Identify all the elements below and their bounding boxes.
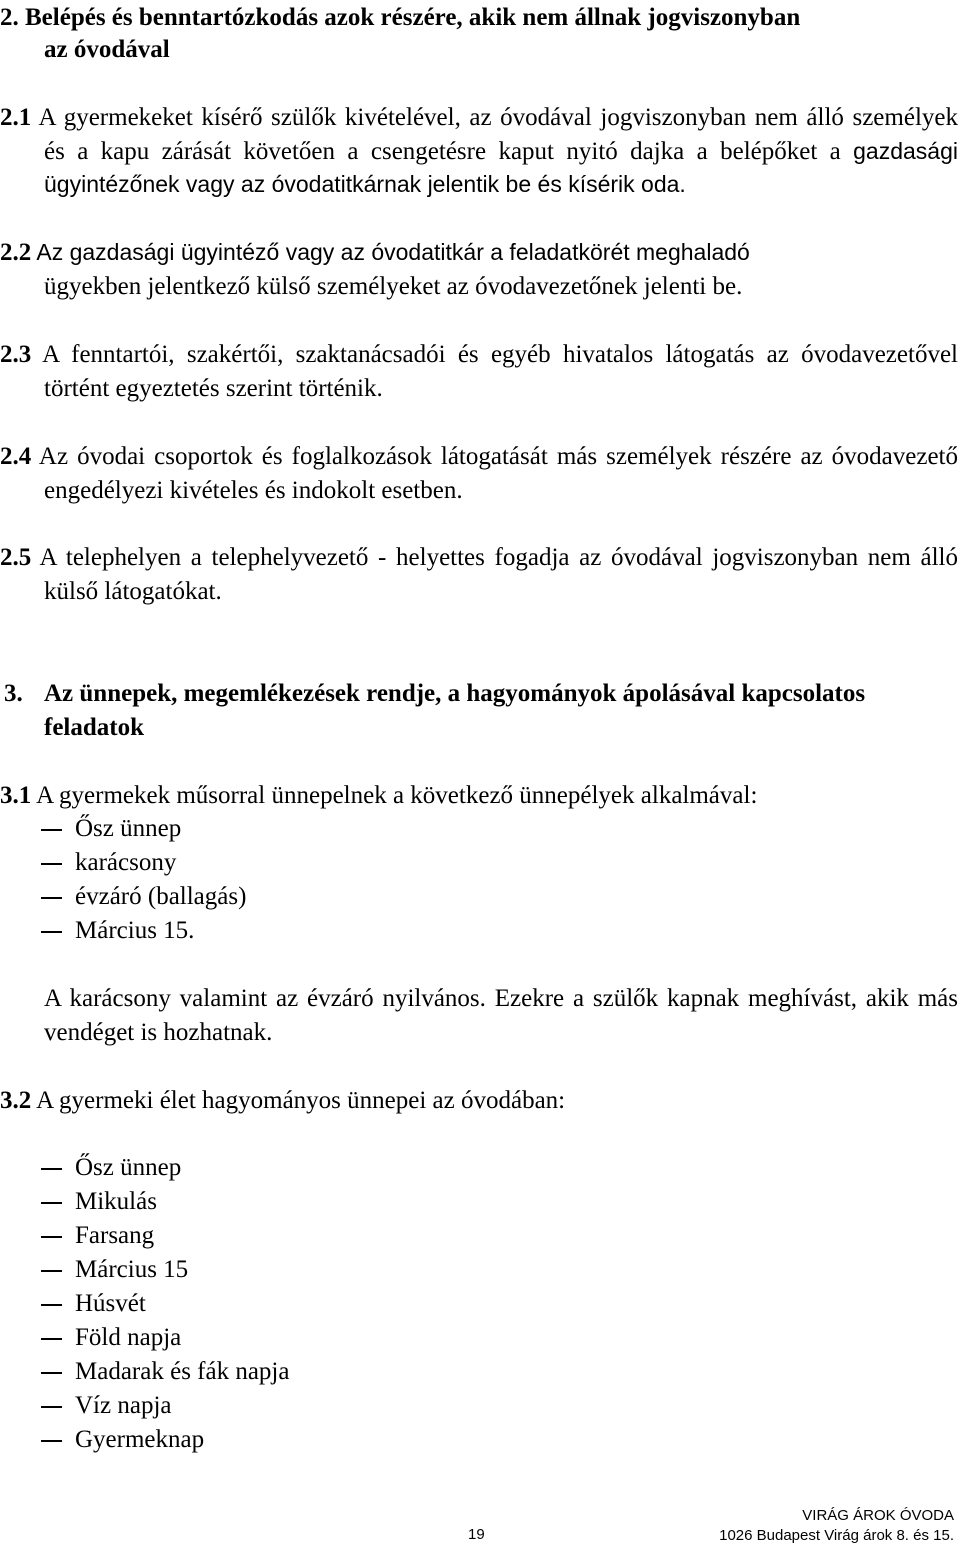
paragraph-3-1 [0,779,958,813]
dash-bullet [41,1338,62,1340]
paragraph-2-2 [0,236,958,303]
paragraph-2-3 [0,338,958,405]
dash-bullet [41,1168,62,1170]
dash-bullet [41,1304,62,1306]
dash-bullet [41,897,62,899]
section-3-number: 3. [4,680,23,707]
list-item: Madarak és fák napja [0,1355,289,1389]
paragraph-text-sans: Az gazdasági ügyintéző vagy az óvodatitkár a feladatkörét meghaladó [31,239,750,265]
paragraph-2-1 [0,101,958,202]
list-item: Víz napja [0,1389,289,1423]
dash-bullet [41,1440,62,1442]
paragraph-text: A gyermekeket kísérő szülők kivételével, az óvodával jogviszonyban nem álló személyek és a kapu zárását követően a csengetésre kaput nyitó dajka a belépőket a [31,104,958,165]
paragraph-text: A gyermekek műsorral ünnepelnek a következő ünnepélyek alkalmával: [31,782,758,809]
paragraph-number: 2.2 [0,239,32,266]
dash-bullet [41,931,62,933]
paragraph-3-1-note: A karácsony valamint az évzáró nyilvános. Ezekre a szülők kapnak meghívást, akik más vendéget is hozhatnak. [44,985,958,1046]
section-2-heading-line1: 2. Belépés és benntartózkodás azok részére, akik nem állnak jogviszonyban [0,4,801,31]
footer-org-name: VIRÁG ÁROK ÓVODA [802,1507,954,1524]
footer-organization [719,1506,954,1546]
dash-bullet [41,1202,62,1204]
dash-bullet [41,863,62,865]
paragraph-number: 3.1 [0,782,32,809]
dash-bullet [41,829,62,831]
paragraph-text: Az óvodai csoportok és foglalkozások látogatását más személyek részére az óvodavezető engedélyezi kivételes és indokolt esetben. [31,443,958,504]
section-3-heading [4,677,958,747]
section-3-title: Az ünnepek, megemlékezések rendje, a hagyományok ápolásával kapcsolatos feladatok [44,680,866,741]
list-item: évzáró (ballagás) [0,880,246,914]
list-item: Ősz ünnep [0,812,246,846]
list-item: Gyermeknap [0,1423,289,1457]
list-item: Március 15. [0,914,246,948]
list-item: Húsvét [0,1287,289,1321]
tradition-list [0,1151,289,1457]
paragraph-text: ügyekben jelentkező külső személyeket az óvodavezetőnek jelenti be. [44,272,743,300]
list-item: Március 15 [0,1253,289,1287]
paragraph-number: 3.2 [0,1087,32,1114]
paragraph-text: A gyermeki élet hagyományos ünnepei az óvodában: [31,1087,566,1114]
paragraph-3-2 [0,1084,958,1118]
section-2-heading [0,2,958,66]
dash-bullet [41,1270,62,1272]
paragraph-number: 2.3 [0,341,32,368]
list-item: Mikulás [0,1185,289,1219]
list-item: karácsony [0,846,246,880]
dash-bullet [41,1406,62,1408]
list-item: Farsang [0,1219,289,1253]
paragraph-text: A telephelyen a telephelyvezető - helyettes fogadja az óvodával jogviszonyban nem álló külső látogatókat. [31,544,958,605]
paragraph-number: 2.1 [0,104,32,131]
paragraph-number: 2.4 [0,443,32,470]
page-number: 19 [468,1526,485,1543]
section-2-heading-line2: az óvodával [44,36,170,63]
footer-address: 1026 Budapest Virág árok 8. és 15. [719,1527,954,1544]
celebration-list [0,812,246,948]
dash-bullet [41,1236,62,1238]
list-item: Föld napja [0,1321,289,1355]
paragraph-2-4 [0,440,958,507]
paragraph-text: A fenntartói, szakértői, szaktanácsadói és egyéb hivatalos látogatás az óvodavezetővel történt egyeztetés szerint történik. [31,341,958,402]
paragraph-2-5 [0,541,958,608]
dash-bullet [41,1372,62,1374]
paragraph-number: 2.5 [0,544,32,571]
list-item: Ősz ünnep [0,1151,289,1185]
paragraph-text-sans: gazdasági ügyintézőnek vagy az óvodatitkárnak jelentik be és kísérik oda. [44,137,958,198]
